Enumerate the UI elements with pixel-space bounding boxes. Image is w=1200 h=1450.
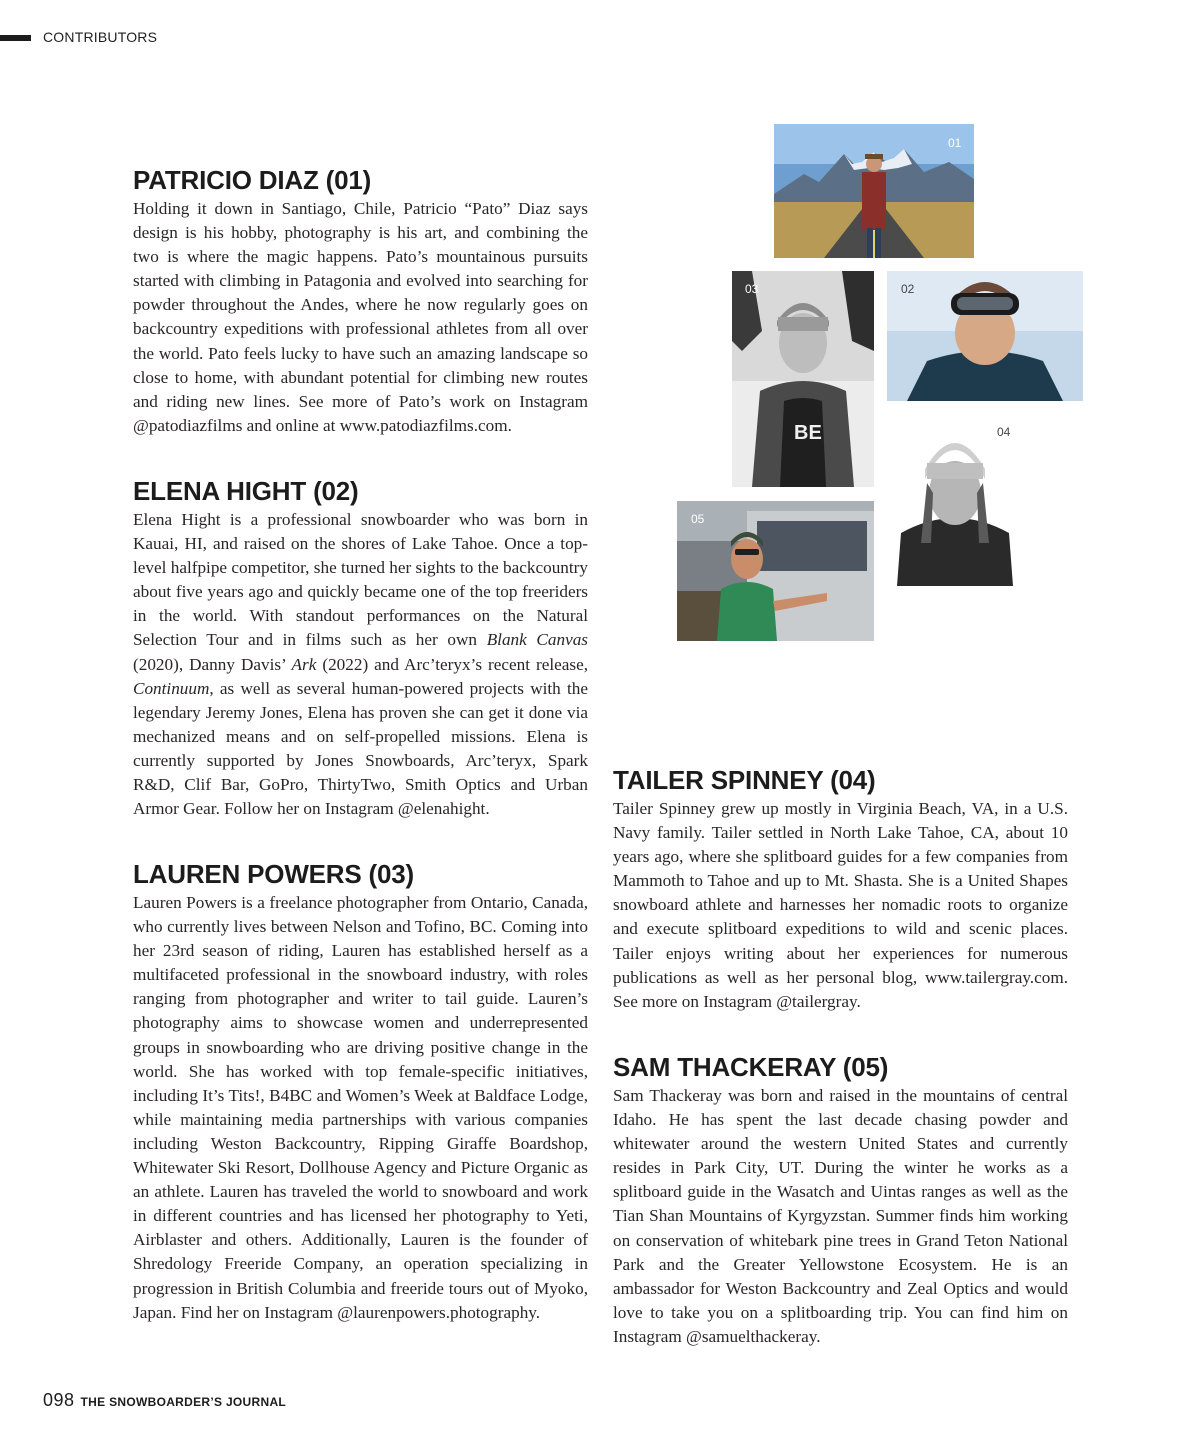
bio-text: (2022) and Arc’teryx’s recent release,	[316, 654, 588, 674]
film-title: Blank Canvas	[486, 630, 588, 650]
photo-number: 02	[901, 282, 915, 296]
contributor-bio: Sam Thackeray was born and raised in the mountains of central Idaho. He has spent the last decade chasing powder and whitewater around the western United States and currently resides in Park City, UT. During the winter he works as a splitboard guide in the Wasatch and Uintas ranges as well as the Tian Shan Mountains of Kyrgyzstan. Summer finds him working on conservation of whitebark pine trees in Grand Teton National Park and the Greater Yellowstone Ecosystem. He is an ambassador for Weston Backcountry and Zeal Optics and would love to take you on a splitboarding trip. You can find him on Instagram @samuelthackeray.	[613, 1086, 1068, 1346]
section-marker	[0, 35, 31, 41]
contributor-bio: Lauren Powers is a freelance photographer from Ontario, Canada, who currently lives between Nelson and Tofino, BC. Coming into her 23rd season of riding, Lauren has established herself as a multifaceted professional in the snowboard industry, with roles ranging from photographer and writer to tail guide. Lauren’s photography aims to showcase women and underrepresented groups in snowboarding who are driving positive change in the world. She has worked with top female-specific initiatives, including It’s Tits!, B4BC and Women’s Week at Baldface Lodge, while maintaining media partnerships with various companies including Weston Backcountry, Ripping Giraffe Boardshop, Whitewater Ski Resort, Dollhouse Agency and Picture Organic as an athlete. Lauren has traveled the world to snowboard and work in different countries and has licensed her photography to Yeti, Airblaster and others. Additionally, Lauren is the founder of Shredology Freeride Company, an operation specializing in progression in British Columbia and freeride tours out of Myoko, Japan. Find her on Instagram @laurenpowers.photography.	[133, 893, 588, 1322]
page-number: 098	[43, 1390, 75, 1410]
contributor-sam-thackeray	[613, 1052, 1068, 1349]
publication-name: THE SNOWBOARDER’S JOURNAL	[80, 1395, 287, 1409]
photo-elena-hight	[887, 271, 1083, 401]
portrait-image	[774, 124, 974, 258]
photo-number: 01	[948, 136, 962, 150]
section-label: CONTRIBUTORS	[43, 29, 158, 45]
portrait-image	[732, 271, 874, 487]
contributor-bio: Holding it down in Santiago, Chile, Patricio “Pato” Diaz says design is his hobby, photography is his art, and combining the two is where the magic happens. Pato’s mountainous pursuits started with climbing in Patagonia and evolved into searching for powder throughout the Andes, where he now regularly goes on backcountry expeditions with professional athletes from all over the world. Pato feels lucky to have such an amazing landscape so close to home, with abundant potential for climbing new routes and riding new lines. See more of Pato’s work on Instagram @patodiazfilms and online at www.patodiazfilms.com.	[133, 199, 588, 435]
film-title: Continuum	[133, 678, 210, 698]
bio-text: Elena Hight is a professional snowboarder who was born in Kauai, HI, and raised on the shores of Lake Tahoe. Once a top-level halfpipe competitor, she turned her sights to the backcountry about five years ago and quickly became one of the top freeriders in the world. With standout performances on the Natural Selection Tour and in films such as her own	[133, 510, 588, 650]
contributor-tailer-spinney	[613, 765, 1068, 1014]
contributor-bio	[133, 508, 588, 821]
contributor-heading: SAM THACKERAY (05)	[613, 1052, 889, 1082]
svg-text:BE: BE	[794, 422, 822, 444]
contributor-bio: Tailer Spinney grew up mostly in Virginia Beach, VA, in a U.S. Navy family. Tailer settled in North Lake Tahoe, CA, about 10 years ago, where she splitboard guides for a few companies from Mammoth to Tahoe and up to Mt. Shasta. She is a United Shapes snowboard athlete and harnesses her nomadic roots to organize and execute splitboard expeditions to wild and scenic places. Tailer enjoys writing about her experiences for numerous publications as well as her personal blog, www.tailergray.com. See more on Instagram @tailergray.	[613, 799, 1068, 1011]
contributor-heading: LAUREN POWERS (03)	[133, 859, 414, 889]
photo-sam-thackeray	[677, 501, 874, 641]
photo-number: 04	[997, 425, 1011, 439]
photo-number: 05	[691, 512, 705, 526]
portrait-image	[887, 271, 1083, 401]
contributor-elena-hight	[133, 476, 588, 821]
contributor-patricio-diaz	[133, 165, 588, 438]
page-footer	[43, 1390, 286, 1411]
photo-tailer-spinney	[887, 413, 1023, 586]
contributor-heading: PATRICIO DIAZ (01)	[133, 165, 372, 195]
contributor-lauren-powers	[133, 859, 588, 1325]
photo-number: 03	[745, 282, 759, 296]
portrait-image	[677, 501, 874, 641]
photo-lauren-powers	[732, 271, 874, 487]
contributor-heading: TAILER SPINNEY (04)	[613, 765, 876, 795]
bio-text: (2020), Danny Davis’	[133, 654, 292, 674]
film-title: Ark	[291, 654, 317, 674]
bio-text: , as well as several human-powered projects with the legendary Jeremy Jones, Elena has proven she can get it done via mechanized means and on self-propelled missions. Elena is currently supported by Jones Snowboards, Arc’teryx, Spark R&D, Clif Bar, GoPro, ThirtyTwo, Smith Optics and Urban Armor Gear. Follow her on Instagram @elenahight.	[133, 678, 588, 819]
photo-patricio-diaz	[774, 124, 974, 258]
contributor-heading: ELENA HIGHT (02)	[133, 476, 359, 506]
